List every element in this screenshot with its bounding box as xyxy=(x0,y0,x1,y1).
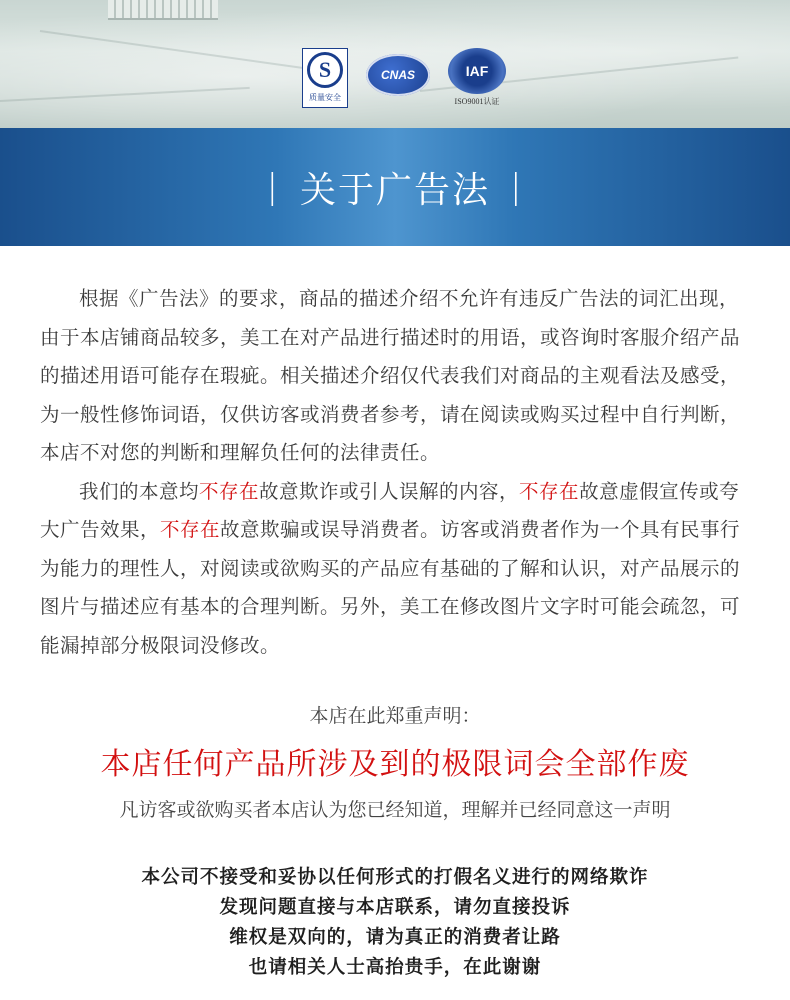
logo-caption: 质量安全 xyxy=(309,93,341,102)
highlight-text: 不存在 xyxy=(160,518,221,541)
notice-line: 本公司不接受和妥协以任何形式的打假名义进行的网络欺诈 xyxy=(141,867,649,888)
certification-logos xyxy=(302,48,506,108)
logo-caption: ISO9001认证 xyxy=(454,97,500,106)
statement-sub: 凡访客或欲购买者本店认为您已经知道，理解并已经同意这一声明 xyxy=(119,799,671,821)
highlight-text: 不存在 xyxy=(519,479,580,503)
highlight-text: 不存在 xyxy=(199,479,260,503)
statement-main: 本店任何产品所涉及到的极限词会全部作废 xyxy=(100,747,690,782)
cnas-icon xyxy=(366,54,430,96)
title-divider-left: | xyxy=(266,167,280,207)
notice-line: 发现问题直接与本店联系，请勿直接投诉 xyxy=(219,897,571,918)
text-segment: 故意虚假宣传或夸大广告效果， xyxy=(40,479,740,541)
page-title: 关于广告法 xyxy=(299,169,490,211)
notice-line: 维权是双向的，请为真正的消费者让路 xyxy=(229,927,561,948)
text-segment: 故意欺骗或误导消费者。访客或消费者作为一个具有民事行为能力的理性人，对阅读或欲购买的产品应有基础的了解和认识，对产品展示的图片与描述应有基本的合理判断。另外，美工在修改图片文字时可能会疏忽，可能漏掉部分极限词没修改。 xyxy=(40,518,741,657)
title-divider-right: | xyxy=(510,167,524,207)
statement-block xyxy=(0,701,790,825)
text-segment: 故意欺诈或引人误解的内容， xyxy=(259,479,520,503)
marble-vein xyxy=(40,30,337,74)
marble-vein xyxy=(0,87,250,102)
logo-text: IAF xyxy=(465,63,489,79)
closing-notice xyxy=(0,863,790,983)
disclaimer-body xyxy=(0,246,790,665)
statement-lead: 本店在此郑重声明： xyxy=(309,705,481,727)
quality-safety-q-icon: S 质量安全 xyxy=(302,48,348,108)
top-banner xyxy=(0,0,790,128)
paragraph-1: 根据《广告法》的要求，商品的描述介绍不允许有违反广告法的词汇出现，由于本店铺商品较多，美工在对产品进行描述时的用语，或咨询时客服介绍产品的描述用语可能存在瑕疵。相关描述介绍仅代表我们对商品的主观看法及感受，为一般性修饰词语，仅供访客或消费者参考，请在阅读或购买过程中自行判断，本店不对您的判断和理解负任何的法律责任。 xyxy=(40,287,741,464)
text-segment: 我们的本意均 xyxy=(79,479,200,503)
decorative-frame xyxy=(108,0,218,20)
logo-text: CNAS xyxy=(380,68,415,82)
notice-line: 也请相关人士高抬贵手，在此谢谢 xyxy=(248,957,542,978)
paragraph-2 xyxy=(40,473,750,666)
iaf-icon xyxy=(448,48,506,107)
section-title-bar xyxy=(0,128,790,246)
